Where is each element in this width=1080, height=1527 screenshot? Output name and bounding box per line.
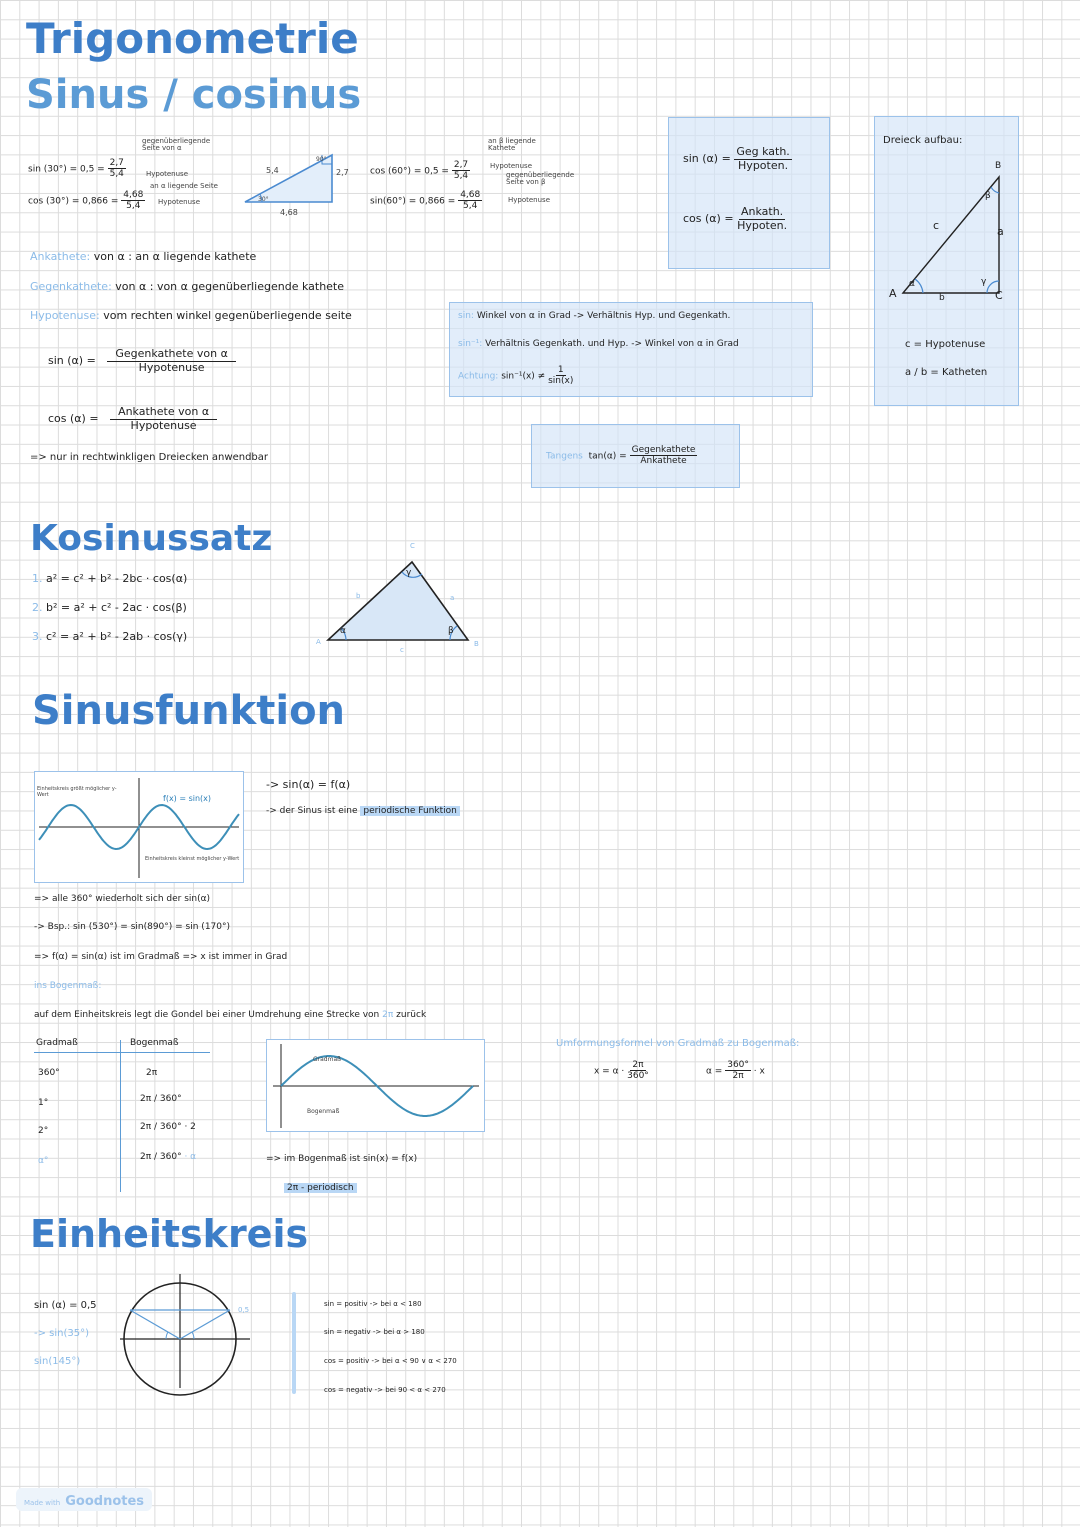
tri-vertex-C: C (995, 289, 1003, 302)
graph2-bogenmass: Bogenmaß (307, 1108, 340, 1115)
bogenmass-title: ins Bogenmaß: (34, 981, 102, 991)
table-row: 2π / 360° · 2 (140, 1122, 196, 1132)
ek-rule2: sin = negativ -> bei α > 180 (324, 1328, 425, 1336)
ek-rule4: cos = negativ -> bei 90 < α < 270 (324, 1386, 446, 1394)
formula-box (668, 117, 830, 269)
sine-graph (34, 771, 244, 883)
unit-circle (110, 1272, 260, 1390)
k-vertex-A: A (316, 638, 321, 646)
page-subtitle: Sinus / cosinus (26, 72, 362, 118)
sin-box-line2: sin⁻¹: Verhältnis Gegenkath. und Hyp. -> Winkel von α in Grad (458, 339, 739, 349)
sine-graph-note-bottom: Einheitskreis kleinst möglicher y-Wert (145, 856, 240, 862)
k-vertex-C: C (410, 542, 415, 550)
tri-gamma: γ (981, 277, 987, 287)
cos30-example: cos (30°) = 0,866 = $\frac{4,68}{5,4}$ (28, 190, 144, 212)
tri-side-c: c (933, 219, 940, 232)
umform-formula-1: x = α · $\frac{2\pi}{360^\circ}$ (594, 1060, 649, 1082)
tri-angle2-label: 90° (316, 156, 327, 163)
table-row: α° (38, 1156, 49, 1166)
k-side-b: b (356, 592, 361, 600)
cos60-note-bottom: Hypotenuse (490, 162, 533, 170)
table-row: 2π (146, 1068, 158, 1078)
k-beta: β (448, 626, 454, 636)
ek-rule3: cos = positiv -> bei α < 90 ∨ α < 270 (324, 1357, 457, 1365)
sin60-example: sin(60°) = 0,866 = $\frac{4,68}{5,4}$ (370, 190, 481, 212)
tri-adj-label: 4,68 (280, 208, 298, 217)
k-side-c: c (400, 646, 404, 654)
sin60-note-bottom: Hypotenuse (508, 196, 551, 204)
sine-graph-label: f(x) = sin(x) (163, 794, 212, 803)
table-row: 1° (38, 1098, 49, 1108)
sine-graph-bogenmass (266, 1039, 485, 1132)
tri-vertex-A: A (889, 287, 897, 300)
sin-inverse-box (449, 302, 813, 397)
table-row: 2π / 360° (140, 1094, 182, 1104)
kosinussatz-f2: 2. b² = a² + c² - 2ac · cos(β) (32, 601, 187, 614)
umform-formula-2: α = $\frac{360^\circ}{2\pi}$ · x (706, 1060, 765, 1082)
tri-side-a: a (997, 225, 1004, 238)
k-vertex-B: B (474, 640, 479, 648)
def-ankathete: Ankathete: von α : an α liegende kathete (30, 250, 257, 263)
umform-title: Umformungsformel von Gradmaß zu Bogenmaß: (556, 1038, 800, 1049)
tri-note-hyp: c = Hypotenuse (905, 339, 986, 350)
k-gamma: γ (406, 568, 412, 578)
sin-f-line2: -> der Sinus ist eine periodische Funktion (266, 806, 460, 816)
k-alpha: α (340, 626, 346, 636)
tri-angle-label: 30° (258, 196, 269, 203)
cos60-note-top: an β liegende Kathete (488, 137, 536, 152)
tri-alpha: α (909, 279, 915, 289)
divider (292, 1292, 296, 1394)
tangens-box (531, 424, 740, 488)
goodnotes-badge: Made with Goodnotes (16, 1488, 152, 1511)
table-header-bogen: Bogenmaß (130, 1038, 179, 1048)
kosinussatz-title: Kosinussatz (30, 518, 273, 559)
bogenmass-result: => im Bogenmaß ist sin(x) = f(x) (266, 1154, 418, 1164)
formula-sin: sin (α) = $\frac{\text{Geg kath.}}{\text{Hypoten.}}$ (683, 145, 790, 172)
sin-f-line1: -> sin(α) = f(α) (266, 778, 351, 791)
tri-opp-label: 2,7 (336, 168, 349, 177)
sin-f-line3: => alle 360° wiederholt sich der sin(α) (34, 894, 211, 904)
cos30-note-bottom: Hypotenuse (158, 198, 201, 206)
sin-definition: sin (α) = $\frac{\text{Gegenkathete von α}}{\text{Hypotenuse}}$ (48, 348, 236, 374)
table-row: 2° (38, 1126, 49, 1136)
sin30-note-bottom: Hypotenuse (146, 170, 189, 178)
page-title: Trigonometrie (26, 14, 359, 63)
triangle-box (874, 116, 1019, 406)
sin30-note-top: gegenüberliegende Seite von α (142, 137, 211, 152)
table-row: 2π / 360° · α (140, 1152, 197, 1162)
cos-definition: cos (α) = $\frac{\text{Ankathete von α}}{\text{Hypotenuse}}$ (48, 406, 217, 432)
right-triangle-note: => nur in rechtwinkligen Dreiecken anwendbar (30, 452, 269, 463)
sin30-example: sin (30°) = 0,5 = $\frac{2,7}{5,4}$ (28, 158, 124, 180)
formula-cos: cos (α) = $\frac{\text{Ankath.}}{\text{Hypoten.}}$ (683, 205, 788, 232)
tri-note-kath: a / b = Katheten (905, 367, 988, 378)
tri-beta: β (985, 191, 991, 201)
sine-graph-note-top: Einheitskreis größt möglicher y-Wert (37, 786, 117, 798)
tri-side-b: b (939, 293, 945, 303)
sin-f-line5: => f(α) = sin(α) ist im Gradmaß => x ist immer in Grad (34, 952, 288, 962)
def-gegenkathete: Gegenkathete: von α : von α gegenüberliegende kathete (30, 280, 345, 293)
table-header-grad: Gradmaß (36, 1038, 78, 1048)
sinusfunktion-title: Sinusfunktion (32, 688, 346, 734)
triangle-box-title: Dreieck aufbau: (883, 135, 963, 146)
sin-box-line3: Achtung: sin⁻¹(x) ≠ $\frac{1}{\sin(x)}$ (458, 365, 574, 387)
ek-rule1: sin = positiv -> bei α < 180 (324, 1300, 422, 1308)
tri-hyp-label: 5,4 (266, 166, 279, 175)
k-side-a: a (450, 594, 455, 602)
sin60-note-top: gegenüberliegende Seite von β (506, 171, 575, 186)
sin-box-line1: sin: Winkel von α in Grad -> Verhältnis Hyp. und Gegenkath. (458, 311, 731, 321)
circle-label: 0,5 (238, 1306, 250, 1314)
bogenmass-text: auf dem Einheitskreis legt die Gondel bei einer Umdrehung eine Strecke von 2π zurück (34, 1010, 427, 1020)
einheitskreis-title: Einheitskreis (30, 1212, 309, 1256)
kosinussatz-triangle (322, 550, 482, 650)
ek-line3: sin(145°) (34, 1356, 81, 1367)
periodic-highlight: periodische Funktion (360, 806, 459, 816)
kosinussatz-f3: 3. c² = a² + b² - 2ab · cos(γ) (32, 630, 188, 643)
tri-vertex-B: B (995, 161, 1002, 171)
bogenmass-period: 2π - periodisch (284, 1183, 357, 1193)
graph2-gradmass: Gradmaß (313, 1056, 341, 1063)
ek-line2: -> sin(35°) (34, 1328, 90, 1339)
table-row: 360° (38, 1068, 60, 1078)
cos30-note-top: an α liegende Seite (150, 182, 218, 190)
cos60-example: cos (60°) = 0,5 = $\frac{2,7}{5,4}$ (370, 160, 469, 182)
def-hypotenuse: Hypotenuse: vom rechten winkel gegenüberliegende seite (30, 309, 352, 322)
ek-line1: sin (α) = 0,5 (34, 1300, 97, 1311)
kosinussatz-f1: 1. a² = c² + b² - 2bc · cos(α) (32, 572, 188, 585)
conversion-table (34, 1036, 214, 1196)
sin-f-line4: -> Bsp.: sin (530°) = sin(890°) = sin (170°) (34, 922, 231, 932)
tangens-formula: Tangens tan(α) = $\frac{\text{Gegenkathete}}{\text{Ankathete}}$ (546, 445, 696, 467)
